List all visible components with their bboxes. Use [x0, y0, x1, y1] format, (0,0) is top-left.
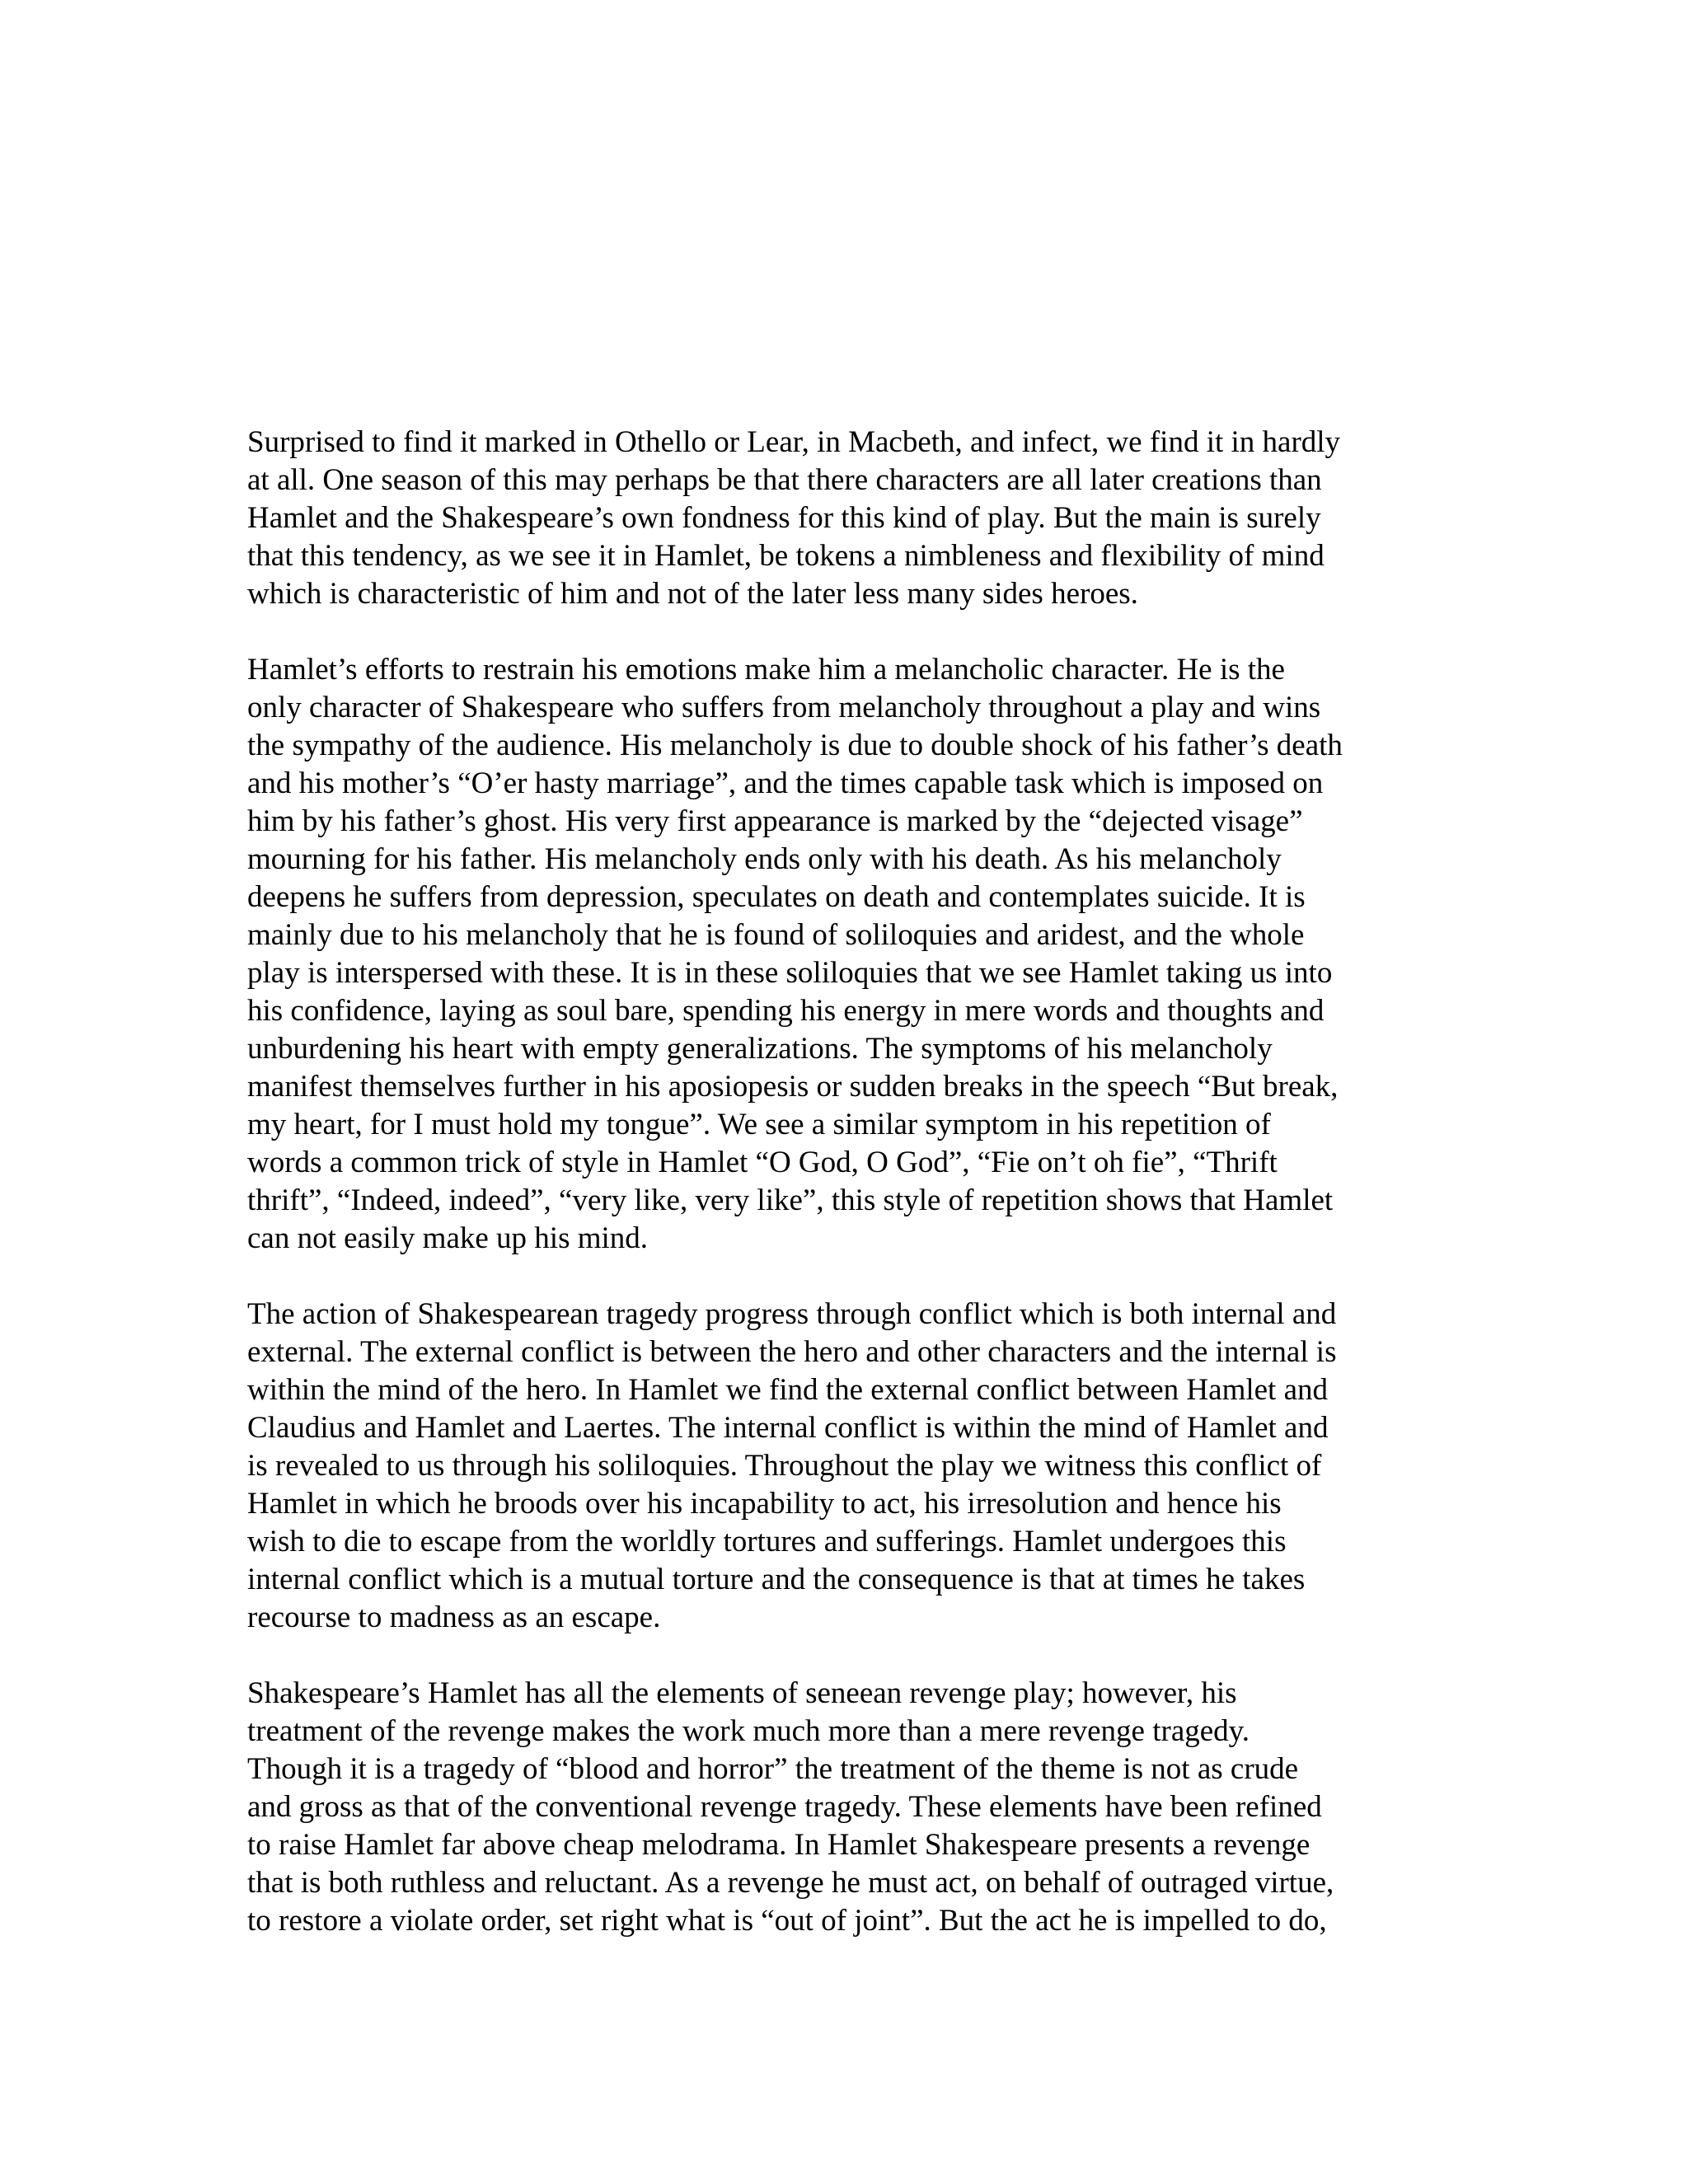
text-line: can not easily make up his mind.	[247, 1221, 649, 1255]
text-line: Though it is a tragedy of “blood and horror” the treatment of the theme is not as crude	[247, 1752, 1299, 1786]
body-text	[247, 424, 1451, 1978]
text-line: play is interspersed with these. It is in these soliloquies that we see Hamlet taking us into	[247, 956, 1333, 990]
text-line: thrift”, “Indeed, indeed”, “very like, very like”, this style of repetition shows that Hamlet	[247, 1183, 1334, 1217]
paragraph	[247, 651, 1451, 1258]
text-line: treatment of the revenge makes the work much more than a mere revenge tragedy.	[247, 1714, 1250, 1748]
text-line: mourning for his father. His melancholy ends only with his death. As his melancholy	[247, 842, 1282, 876]
text-line: which is characteristic of him and not of the later less many sides heroes.	[247, 577, 1138, 611]
text-line: his confidence, laying as soul bare, spending his energy in mere words and thoughts and	[247, 994, 1325, 1028]
text-line: at all. One season of this may perhaps be that there characters are all later creations than	[247, 463, 1322, 497]
text-line: to raise Hamlet far above cheap melodrama. In Hamlet Shakespeare presents a revenge	[247, 1828, 1311, 1862]
text-line: The action of Shakespearean tragedy progress through conflict which is both internal and	[247, 1297, 1337, 1331]
text-line: is revealed to us through his soliloquies. Throughout the play we witness this conflict of	[247, 1449, 1322, 1483]
text-line: Hamlet in which he broods over his incapability to act, his irresolution and hence his	[247, 1487, 1282, 1521]
text-line: within the mind of the hero. In Hamlet we find the external conflict between Hamlet and	[247, 1373, 1329, 1407]
text-line: Shakespeare’s Hamlet has all the elements of seneean revenge play; however, his	[247, 1676, 1237, 1710]
text-line: recourse to madness as an escape.	[247, 1601, 661, 1634]
text-line: Surprised to find it marked in Othello or Lear, in Macbeth, and infect, we find it in hardly	[247, 425, 1341, 459]
text-line: and gross as that of the conventional revenge tragedy. These elements have been refined	[247, 1790, 1322, 1824]
text-line: external. The external conflict is between the hero and other characters and the internal is	[247, 1335, 1337, 1369]
text-line: him by his father’s ghost. His very first appearance is marked by the “dejected visage”	[247, 804, 1303, 838]
text-line: unburdening his heart with empty generalizations. The symptoms of his melancholy	[247, 1032, 1273, 1066]
text-line: that this tendency, as we see it in Hamlet, be tokens a nimbleness and flexibility of mind	[247, 539, 1325, 573]
text-line: Claudius and Hamlet and Laertes. The internal conflict is within the mind of Hamlet and	[247, 1411, 1329, 1445]
text-line: mainly due to his melancholy that he is found of soliloquies and aridest, and the whole	[247, 918, 1305, 952]
text-line: words a common trick of style in Hamlet “O God, O God”, “Fie on’t oh fie”, “Thrift	[247, 1146, 1278, 1179]
text-line: Hamlet and the Shakespeare’s own fondness for this kind of play. But the main is surely	[247, 501, 1321, 535]
text-line: deepens he suffers from depression, speculates on death and contemplates suicide. It is	[247, 880, 1306, 914]
text-line: Hamlet’s efforts to restrain his emotions make him a melancholic character. He is the	[247, 653, 1285, 687]
text-line: internal conflict which is a mutual torture and the consequence is that at times he takes	[247, 1563, 1306, 1596]
text-line: manifest themselves further in his aposiopesis or sudden breaks in the speech “But break,	[247, 1070, 1339, 1104]
paragraph	[247, 424, 1451, 613]
text-line: the sympathy of the audience. His melancholy is due to double shock of his father’s death	[247, 729, 1343, 762]
text-line: only character of Shakespeare who suffers from melancholy throughout a play and wins	[247, 691, 1321, 724]
text-line: that is both ruthless and reluctant. As a revenge he must act, on behalf of outraged virtue,	[247, 1866, 1334, 1900]
paragraph	[247, 1675, 1451, 1940]
paragraph	[247, 1296, 1451, 1637]
text-line: wish to die to escape from the worldly tortures and sufferings. Hamlet undergoes this	[247, 1525, 1287, 1558]
text-line: to restore a violate order, set right what is “out of joint”. But the act he is impelled to do,	[247, 1904, 1327, 1938]
text-line: and his mother’s “O’er hasty marriage”, and the times capable task which is imposed on	[247, 766, 1324, 800]
text-line: my heart, for I must hold my tongue”. We see a similar symptom in his repetition of	[247, 1108, 1271, 1141]
